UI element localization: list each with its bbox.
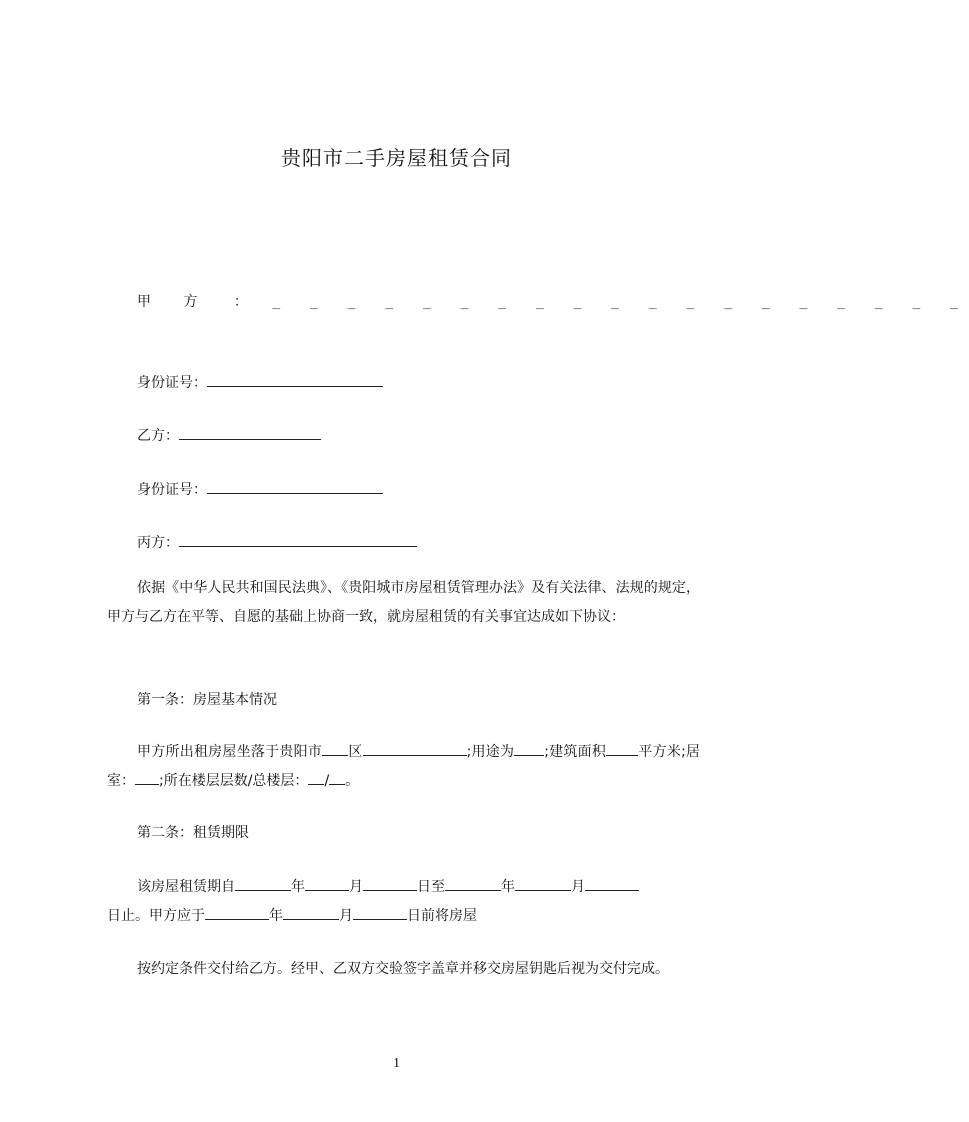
rooms-blank[interactable] [135,770,159,785]
id-a-label: 身份证号： [137,375,207,391]
contract-title: 贵阳市二手房屋租赁合同 [281,146,512,170]
address-blank[interactable] [363,741,467,756]
party-b-line [107,425,737,446]
end-year-blank[interactable] [445,876,501,891]
id-a-blank[interactable] [207,372,383,387]
party-a-label: 甲 方 [137,294,212,310]
article2-text-2: 日止。甲方应于 [107,908,205,924]
party-a-colon: ： [233,294,248,310]
article1-text-5: 平 [638,744,653,760]
usage-blank[interactable] [514,741,544,756]
year-label-2: 年 [501,879,515,895]
article2-text-1: 该房屋租赁期自 [137,879,235,895]
year-label-3: 年 [269,908,283,924]
month-label-1: 月 [349,879,363,895]
party-c-line [107,532,737,553]
total-floors-blank[interactable] [329,770,345,785]
handover-day-blank[interactable] [353,905,407,920]
article2-text-4: 按约定条件交付给乙方。经甲、乙双方交验签字盖章并移交房屋钥匙后视为交付完成。 [137,961,669,977]
party-a-line [137,292,969,313]
start-year-blank[interactable] [235,876,291,891]
handover-month-blank[interactable] [283,905,339,920]
year-label-1: 年 [291,879,305,895]
article1-paragraph [107,738,700,796]
id-b-label: 身份证号： [137,482,207,498]
id-a-line [107,372,737,393]
article1-text-3: ;用途为 [466,744,515,760]
article1-text-4: ;建筑面积 [544,744,607,760]
party-b-blank[interactable] [179,425,321,440]
article1-text-6: 方米;居室： [107,744,701,789]
start-day-blank[interactable] [363,876,417,891]
article1-text-7: ;所在楼层层数/总楼层： [159,773,309,789]
end-day-blank[interactable] [585,876,639,891]
month-label-3: 月 [339,908,353,924]
preamble-paragraph [107,574,700,632]
start-month-blank[interactable] [305,876,349,891]
page-number: 1 [393,1056,400,1071]
article1-text-1: 甲方所出租房屋坐落于贵阳市 [137,744,323,760]
id-b-blank[interactable] [207,479,383,494]
party-b-label: 乙方： [137,428,179,444]
id-b-line [107,479,737,500]
district-blank[interactable] [322,741,348,756]
article1-heading: 第一条：房屋基本情况 [137,692,277,708]
end-month-blank[interactable] [515,876,571,891]
month-label-2: 月 [571,879,585,895]
article2-paragraph-2 [107,955,700,984]
party-a-blank[interactable]: _ _ _ _ _ _ _ _ _ _ _ _ _ _ _ _ _ _ _ [272,295,969,310]
day-to-label: 日至 [417,879,445,895]
article1-text-9: 。 [345,773,360,789]
party-c-label: 丙方： [137,535,179,551]
article1-text-2: 区 [348,744,363,760]
article2-heading: 第二条：租赁期限 [137,825,249,841]
article2-text-3: 日前将房屋 [407,908,477,924]
preamble-text: 依据《中华人民共和国民法典》、《贵阳城市房屋租赁管理办法》及有关法律、法规的规定，甲方与乙方在平等、自愿的基础上协商一致，就房屋租赁的有关事宜达成如下协议： [107,580,700,625]
article2-paragraph [107,873,700,931]
handover-year-blank[interactable] [205,905,269,920]
party-c-blank[interactable] [179,532,417,547]
area-blank[interactable] [606,741,638,756]
article1-text-8: / [324,773,330,789]
floor-blank[interactable] [308,770,324,785]
